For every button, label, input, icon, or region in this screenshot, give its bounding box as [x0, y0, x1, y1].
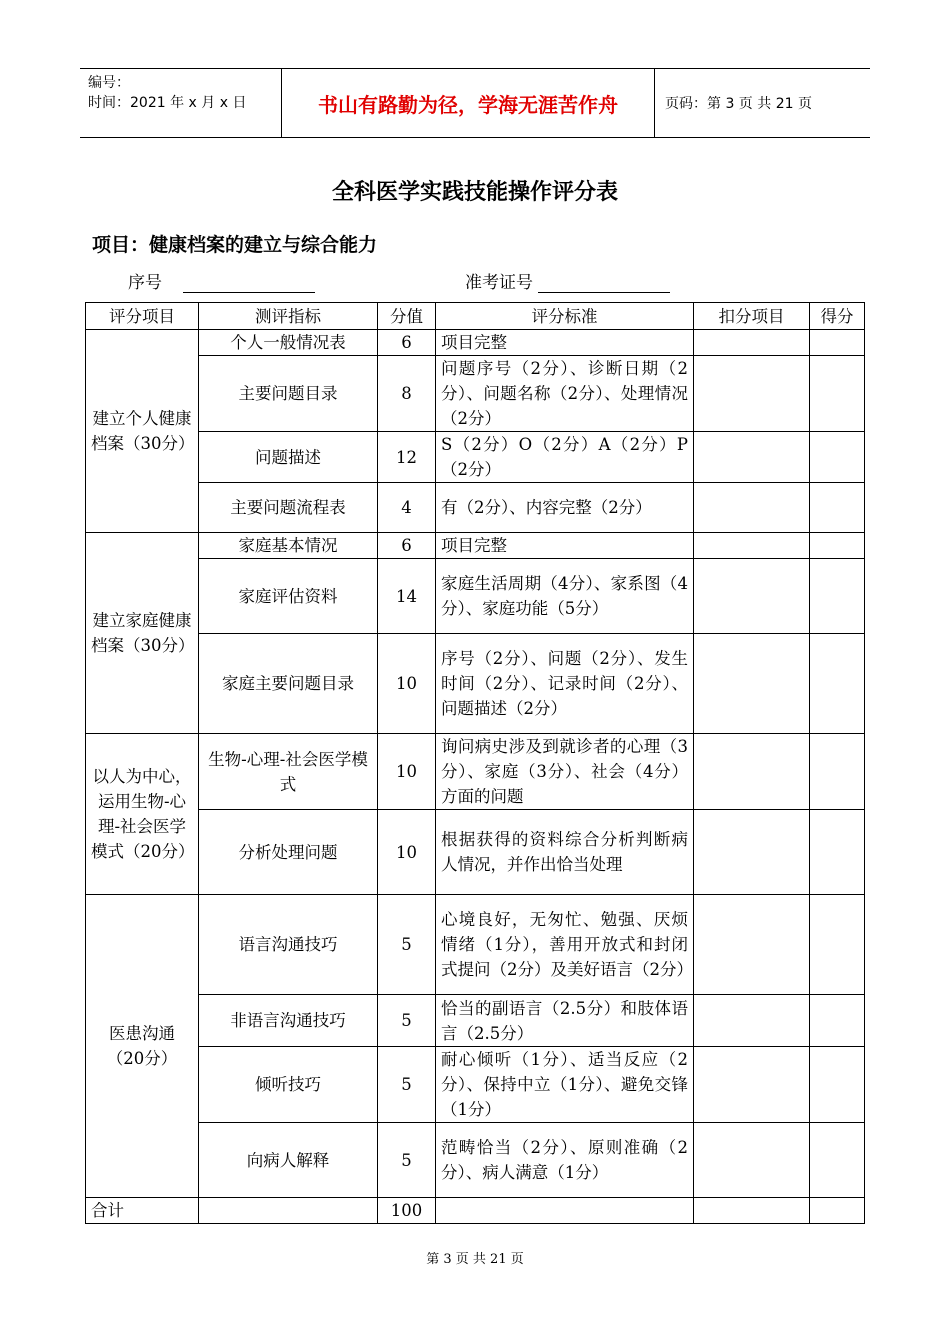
deduction-cell[interactable]: [694, 559, 810, 634]
standard-cell: 根据获得的资料综合分析判断病人情况，并作出恰当处理: [436, 810, 694, 895]
standard-cell: 耐心倾听（1分）、适当反应（2分）、保持中立（1分）、避免交锋（1分）: [436, 1047, 694, 1123]
standard-cell: 询问病史涉及到就诊者的心理（3分）、家庭（3分）、社会（4分）方面的问题: [436, 734, 694, 810]
page-footer: 第 3 页 共 21 页: [426, 1252, 524, 1267]
table-row: [86, 895, 865, 995]
deduction-cell[interactable]: [694, 734, 810, 810]
indicator-cell: 个人一般情况表: [199, 330, 378, 356]
header-cell: 分值: [378, 303, 436, 330]
standard-cell: 项目完整: [436, 533, 694, 559]
table-row: [86, 734, 865, 810]
table-row: [86, 559, 865, 634]
total-standard-cell: [436, 1198, 694, 1224]
score-cell: 6: [378, 533, 436, 559]
points-cell[interactable]: [810, 356, 865, 432]
indicator-cell: 倾听技巧: [199, 1047, 378, 1123]
table-row: [86, 1047, 865, 1123]
deduction-cell[interactable]: [694, 432, 810, 483]
time-label: 时间：2021 年 x 月 x 日: [88, 95, 247, 111]
indicator-cell: 家庭基本情况: [199, 533, 378, 559]
points-cell[interactable]: [810, 995, 865, 1047]
deduction-cell[interactable]: [694, 356, 810, 432]
deduction-cell[interactable]: [694, 533, 810, 559]
table-row: [86, 432, 865, 483]
header-page-label: 页码：第 3 页 共 21 页: [665, 96, 812, 112]
standard-cell: 问题序号（2分）、诊断日期（2分）、问题名称（2分）、处理情况（2分）: [436, 356, 694, 432]
points-cell[interactable]: [810, 533, 865, 559]
category-cell: 建立家庭健康档案（30分）: [86, 533, 199, 734]
points-cell[interactable]: [810, 810, 865, 895]
points-cell[interactable]: [810, 330, 865, 356]
indicator-cell: 家庭评估资料: [199, 559, 378, 634]
indicator-cell: 家庭主要问题目录: [199, 634, 378, 734]
page-header: [80, 68, 870, 138]
deduction-cell[interactable]: [694, 483, 810, 533]
standard-cell: 恰当的副语言（2.5分）和肢体语言（2.5分）: [436, 995, 694, 1047]
deduction-cell[interactable]: [694, 330, 810, 356]
score-cell: 10: [378, 810, 436, 895]
header-cell: 得分: [810, 303, 865, 330]
document-title: 全科医学实践技能操作评分表: [331, 180, 618, 205]
table-row: [86, 483, 865, 533]
deduction-cell[interactable]: [694, 634, 810, 734]
standard-cell: 家庭生活周期（4分）、家系图（4分）、家庭功能（5分）: [436, 559, 694, 634]
score-cell: 14: [378, 559, 436, 634]
total-deduction-cell[interactable]: [694, 1198, 810, 1224]
indicator-cell: 主要问题流程表: [199, 483, 378, 533]
standard-cell: 心境良好，无匆忙、勉强、厌烦情绪（1分），善用开放式和封闭式提问（2分）及美好语言（2分）: [436, 895, 694, 995]
header-cell: 评分项目: [86, 303, 199, 330]
serial-field: [128, 268, 315, 293]
indicator-cell: 语言沟通技巧: [199, 895, 378, 995]
score-cell: 5: [378, 895, 436, 995]
number-label: 编号：: [88, 75, 130, 91]
score-cell: 5: [378, 1123, 436, 1198]
serial-blank: [183, 274, 315, 293]
total-score: 100: [378, 1198, 436, 1224]
total-row: [86, 1198, 865, 1224]
table-row: [86, 995, 865, 1047]
exam-field: [465, 268, 670, 293]
score-cell: 12: [378, 432, 436, 483]
header-cell: 扣分项目: [694, 303, 810, 330]
table-row: [86, 356, 865, 432]
table-row: [86, 810, 865, 895]
score-cell: 6: [378, 330, 436, 356]
table-row: [86, 1123, 865, 1198]
score-cell: 5: [378, 995, 436, 1047]
score-cell: 8: [378, 356, 436, 432]
points-cell[interactable]: [810, 483, 865, 533]
header-cell: 评分标准: [436, 303, 694, 330]
standard-cell: 项目完整: [436, 330, 694, 356]
category-cell: 医患沟通（20分）: [86, 895, 199, 1198]
standard-cell: 有（2分）、内容完整（2分）: [436, 483, 694, 533]
table-header-row: [86, 303, 865, 330]
deduction-cell[interactable]: [694, 810, 810, 895]
points-cell[interactable]: [810, 432, 865, 483]
deduction-cell[interactable]: [694, 895, 810, 995]
points-cell[interactable]: [810, 734, 865, 810]
score-cell: 4: [378, 483, 436, 533]
total-label: 合计: [86, 1198, 199, 1224]
indicator-cell: 向病人解释: [199, 1123, 378, 1198]
standard-cell: 序号（2分）、问题（2分）、发生时间（2分）、记录时间（2分）、问题描述（2分）: [436, 634, 694, 734]
points-cell[interactable]: [810, 559, 865, 634]
deduction-cell[interactable]: [694, 995, 810, 1047]
score-cell: 10: [378, 734, 436, 810]
deduction-cell[interactable]: [694, 1123, 810, 1198]
header-meta: [80, 69, 281, 137]
total-points-cell[interactable]: [810, 1198, 865, 1224]
indicator-cell: 生物-心理-社会医学模式: [199, 734, 378, 810]
points-cell[interactable]: [810, 634, 865, 734]
points-cell[interactable]: [810, 895, 865, 995]
score-table: [85, 302, 865, 1224]
category-cell: 以人为中心，运用生物-心理-社会医学模式（20分）: [86, 734, 199, 895]
exam-blank: [538, 274, 670, 293]
indicator-cell: 分析处理问题: [199, 810, 378, 895]
exam-label: 准考证号: [465, 273, 533, 293]
standard-cell: 范畴恰当（2分）、原则准确（2分）、病人满意（1分）: [436, 1123, 694, 1198]
project-heading: 项目：健康档案的建立与综合能力: [92, 234, 378, 256]
indicator-cell: 非语言沟通技巧: [199, 995, 378, 1047]
indicator-cell: 问题描述: [199, 432, 378, 483]
table-row: [86, 533, 865, 559]
indicator-cell: 主要问题目录: [199, 356, 378, 432]
points-cell[interactable]: [810, 1047, 865, 1123]
table-row: [86, 330, 865, 356]
header-motto: 书山有路勤为径，学海无涯苦作舟: [281, 69, 655, 137]
score-cell: 5: [378, 1047, 436, 1123]
standard-cell: S（2分）O（2分）A（2分）P（2分）: [436, 432, 694, 483]
category-cell: 建立个人健康档案（30分）: [86, 330, 199, 533]
deduction-cell[interactable]: [694, 1047, 810, 1123]
points-cell[interactable]: [810, 1123, 865, 1198]
total-indicator-cell: [199, 1198, 378, 1224]
table-row: [86, 634, 865, 734]
serial-label: 序号: [128, 273, 162, 293]
score-cell: 10: [378, 634, 436, 734]
header-cell: 测评指标: [199, 303, 378, 330]
